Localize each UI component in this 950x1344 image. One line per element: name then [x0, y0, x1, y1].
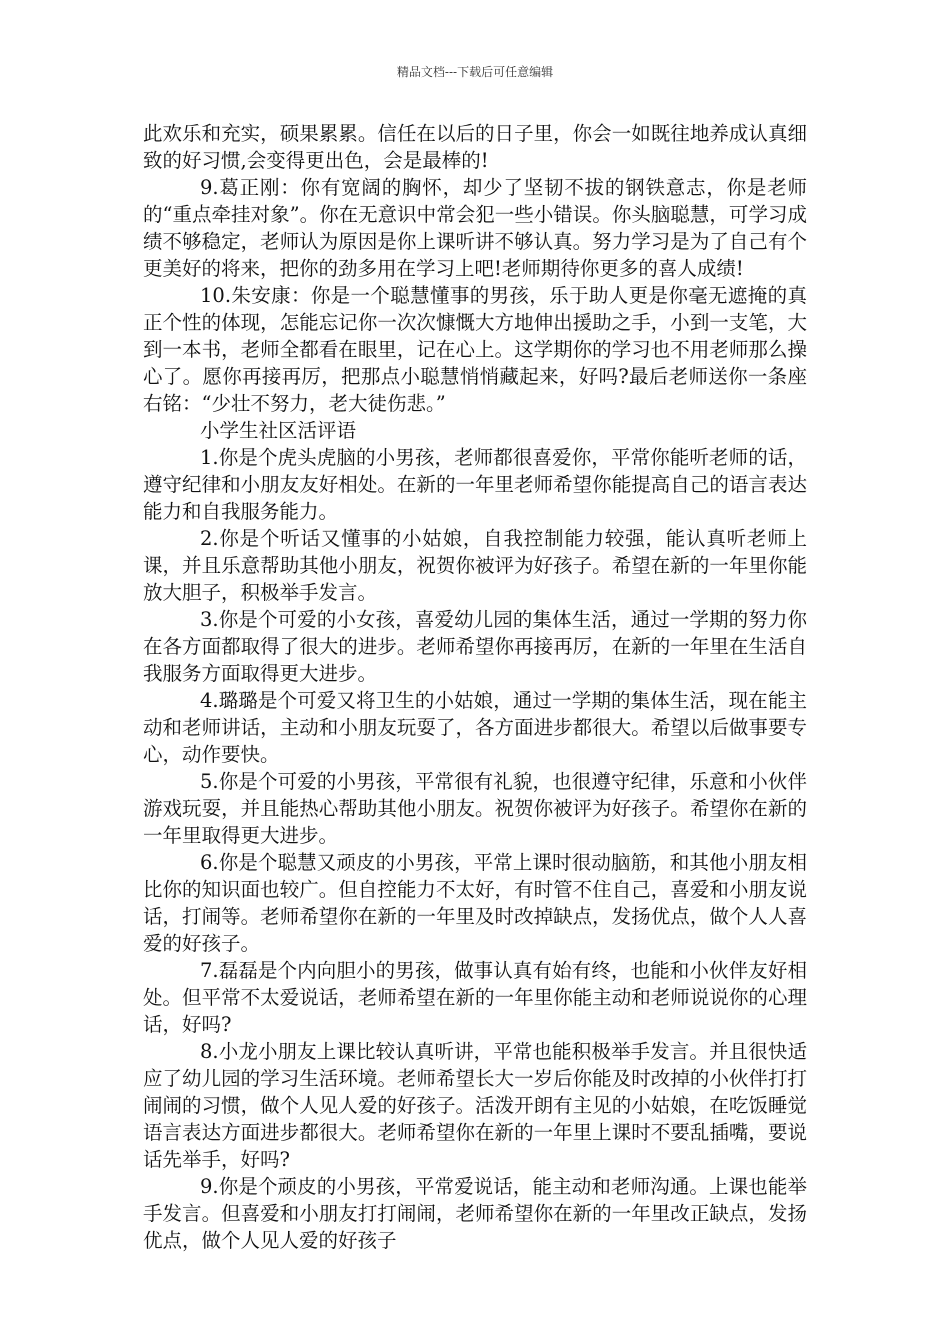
document-body	[143, 120, 807, 1254]
paragraph-comment-1: 1.你是个虎头虎脑的小男孩，老师都很喜爱你，平常你能听老师的话，遵守纪律和小朋友友好相处。在新的一年里老师希望你能提高自己的语言表达能力和自我服务能力。	[143, 446, 807, 523]
page-header: 精品文档---下载后可任意编辑	[396, 65, 554, 79]
paragraph-comment-9: 9.你是个顽皮的小男孩，平常爱说话，能主动和老师沟通。上课也能举手发言。但喜爱和小朋友打打闹闹，老师希望你在新的一年里改正缺点，发扬优点，做个人见人爱的好孩子	[143, 1175, 807, 1252]
paragraph-comment-2: 2.你是个听话又懂事的小姑娘，自我控制能力较强，能认真听老师上课，并且乐意帮助其他小朋友，祝贺你被评为好孩子。希望在新的一年里你能放大胆子，积极举手发言。	[143, 527, 807, 604]
paragraph-comment-8: 8.小龙小朋友上课比较认真听讲，平常也能积极举手发言。并且很快适应了幼儿园的学习生活环境。老师希望长大一岁后你能及时改掉的小伙伴打打闹闹的习惯，做个人见人爱的好孩子。活泼开朗有主见的小姑娘，在吃饭睡觉语言表达方面进步都很大。老师希望你在新的一年里上课时不要乱插嘴，要说话先举手，好吗?	[143, 1040, 807, 1171]
paragraph-comment-7: 7.磊磊是个内向胆小的男孩，做事认真有始有终，也能和小伙伴友好相处。但平常不太爱说话，老师希望在新的一年里你能主动和老师说说你的心理话，好吗?	[143, 959, 807, 1036]
paragraph-comment-5: 5.你是个可爱的小男孩，平常很有礼貌，也很遵守纪律，乐意和小伙伴游戏玩耍，并且能热心帮助其他小朋友。祝贺你被评为好孩子。希望你在新的一年里取得更大进步。	[143, 770, 807, 847]
section-heading: 小学生社区活评语	[200, 419, 357, 442]
paragraph-comment-3: 3.你是个可爱的小女孩，喜爱幼儿园的集体生活，通过一学期的努力你在各方面都取得了很大的进步。老师希望你再接再厉，在新的一年里在生活自我服务方面取得更大进步。	[143, 608, 807, 685]
paragraph-comment-10-zhu-ankang: 10.朱安康：你是一个聪慧懂事的男孩，乐于助人更是你毫无遮掩的真正个性的体现，怎能忘记你一次次慷慨大方地伸出援助之手，小到一支笔，大到一本书，老师全都看在眼里，记在心上。这学期你的学习也不用老师那么操心了。愿你再接再厉，把那点小聪慧悄悄藏起来，好吗?最后老师送你一条座右铭：“少壮不努力，老大徒伤悲。”	[143, 284, 807, 415]
paragraph-comment-9-ge-zhenggang: 9.葛正刚：你有宽阔的胸怀，却少了坚韧不拔的钢铁意志，你是老师的“重点牵挂对象”。你在无意识中常会犯一些小错误。你头脑聪慧，可学习成绩不够稳定，老师认为原因是你上课听讲不够认真。努力学习是为了自己有个更美好的将来，把你的劲多用在学习上吧!老师期待你更多的喜人成绩!	[143, 176, 807, 280]
paragraph-comment-6: 6.你是个聪慧又顽皮的小男孩，平常上课时很动脑筋，和其他小朋友相比你的知识面也较广。但自控能力不太好，有时管不住自己，喜爱和小朋友说话，打闹等。老师希望你在新的一年里及时改掉缺点，发扬优点，做个人人喜爱的好孩子。	[143, 851, 807, 955]
paragraph-continuation: 此欢乐和充实，硕果累累。信任在以后的日子里，你会一如既往地养成认真细致的好习惯,会变得更出色，会是最棒的!	[143, 122, 807, 172]
paragraph-comment-4: 4.璐璐是个可爱又将卫生的小姑娘，通过一学期的集体生活，现在能主动和老师讲话，主动和小朋友玩耍了，各方面进步都很大。希望以后做事要专心，动作要快。	[143, 689, 807, 766]
